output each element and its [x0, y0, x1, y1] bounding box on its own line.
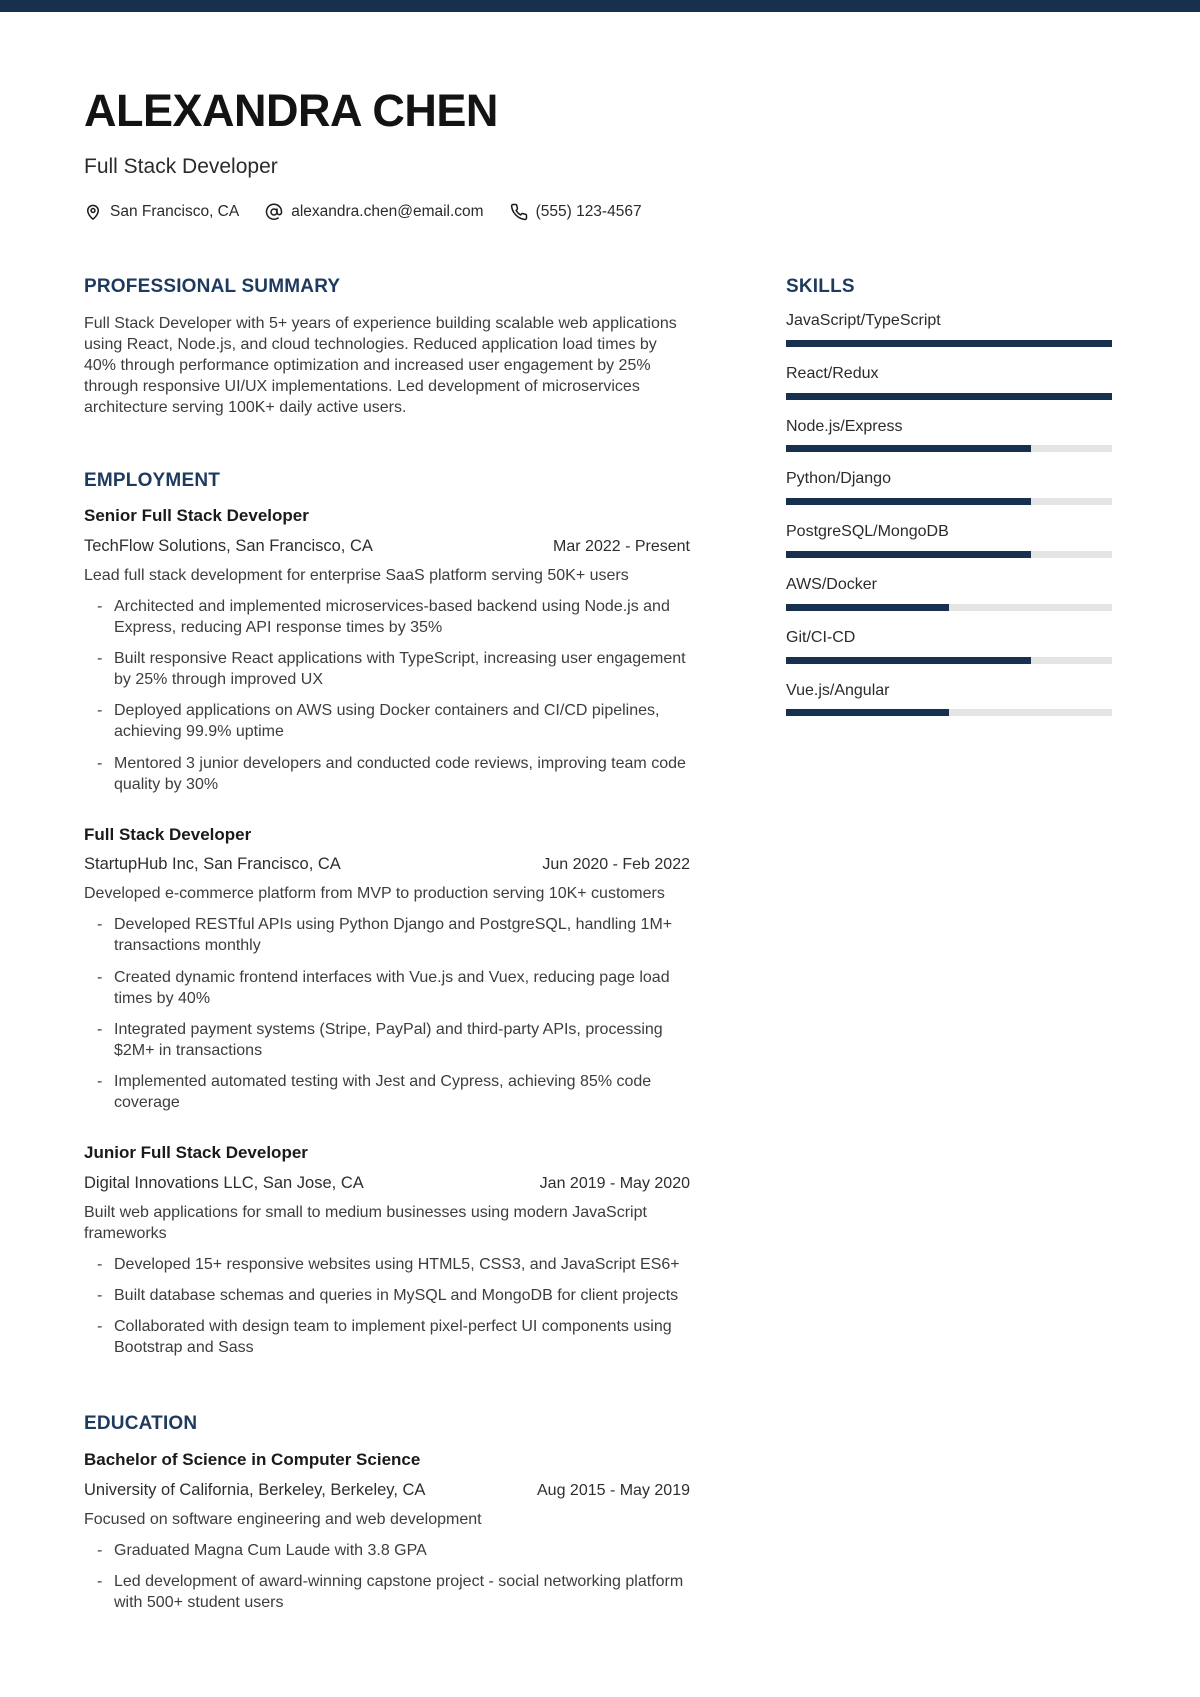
skill-bar-track — [786, 551, 1112, 558]
company-name: TechFlow Solutions, San Francisco, CA — [84, 536, 373, 555]
skill-item — [786, 522, 1112, 558]
skill-label: PostgreSQL/MongoDB — [786, 523, 949, 541]
contact-text: alexandra.chen@email.com — [291, 203, 484, 221]
skill-bar-track — [786, 498, 1112, 505]
job-bullet: - Built database schemas and queries in MySQL and MongoDB for client projects — [84, 1285, 690, 1306]
education-lead: Focused on software engineering and web development — [84, 1510, 482, 1528]
job-entry — [84, 506, 690, 794]
company-row — [84, 1173, 690, 1194]
skill-label: Node.js/Express — [786, 417, 903, 435]
contact-text: (555) 123-4567 — [535, 203, 642, 221]
skill-bar-track — [786, 445, 1112, 452]
person-job-title: Full Stack Developer — [84, 155, 278, 178]
job-bullet: - Architected and implemented microservices-based backend using Node.js and Express, reducing API response times by 35% — [84, 596, 690, 638]
skill-bar-track — [786, 393, 1112, 400]
job-entry — [84, 1143, 690, 1358]
top-accent-bar — [0, 0, 1200, 12]
job-bullet: - Implemented automated testing with Jest and Cypress, achieving 85% code coverage — [84, 1071, 690, 1113]
job-bullet: - Mentored 3 junior developers and conducted code reviews, improving team code quality by 30% — [84, 753, 690, 795]
job-lead: Lead full stack development for enterprise SaaS platform serving 50K+ users — [84, 566, 629, 584]
contact-item-1 — [265, 203, 483, 221]
job-bullet: - Deployed applications on AWS using Docker containers and CI/CD pipelines, achieving 99.9% uptime — [84, 700, 690, 742]
skill-bar-fill — [786, 604, 949, 611]
job-role-title: Full Stack Developer — [84, 824, 252, 844]
skill-label: JavaScript/TypeScript — [786, 311, 941, 329]
skill-bar-fill — [786, 393, 1112, 400]
job-lead: Built web applications for small to medium businesses using modern JavaScript frameworks — [84, 1203, 647, 1242]
skill-bar-track — [786, 604, 1112, 611]
company-row — [84, 854, 690, 875]
school-name: University of California, Berkeley, Berkeley, CA — [84, 1480, 426, 1499]
job-bullet: - Developed 15+ responsive websites using HTML5, CSS3, and JavaScript ES6+ — [84, 1254, 690, 1275]
job-bullet: - Created dynamic frontend interfaces with Vue.js and Vuex, reducing page load times by 40% — [84, 967, 690, 1009]
education-heading: EDUCATION — [84, 1413, 198, 1435]
resume-header — [84, 85, 1116, 221]
skill-label: Python/Django — [786, 470, 891, 488]
skill-item — [786, 364, 1112, 400]
skill-bar-fill — [786, 498, 1031, 505]
skill-item — [786, 311, 1112, 347]
skill-label: React/Redux — [786, 364, 879, 382]
skill-item — [786, 681, 1112, 717]
education-bullet-list — [84, 1540, 690, 1613]
person-name: ALEXANDRA CHEN — [84, 85, 498, 136]
location-pin-icon — [84, 203, 102, 221]
skill-bar-fill — [786, 709, 949, 716]
job-role-title: Senior Full Stack Developer — [84, 506, 309, 526]
two-column-layout — [84, 277, 1116, 1613]
education-section — [84, 1414, 690, 1613]
at-sign-icon — [265, 203, 283, 221]
job-bullet-list — [84, 1254, 690, 1358]
education-bullet: - Led development of award-winning capstone project - social networking platform with 500+ student users — [84, 1571, 690, 1613]
skill-bar-fill — [786, 657, 1031, 664]
summary-heading: PROFESSIONAL SUMMARY — [84, 276, 341, 298]
phone-icon — [510, 203, 528, 221]
degree-title: Bachelor of Science in Computer Science — [84, 1450, 421, 1470]
main-column — [84, 277, 690, 1613]
skill-item — [786, 575, 1112, 611]
skill-label: Git/CI-CD — [786, 628, 856, 646]
skill-item — [786, 469, 1112, 505]
job-bullet: - Collaborated with design team to implement pixel-perfect UI components using Bootstrap and Sass — [84, 1316, 690, 1358]
contact-row — [84, 203, 1116, 221]
company-name: Digital Innovations LLC, San Jose, CA — [84, 1173, 364, 1192]
job-dates: Jan 2019 - May 2020 — [539, 1174, 690, 1192]
job-dates: Mar 2022 - Present — [553, 537, 690, 555]
company-row — [84, 536, 690, 557]
job-list — [84, 506, 690, 1358]
job-bullet-list — [84, 596, 690, 795]
school-row — [84, 1480, 690, 1501]
skill-label: AWS/Docker — [786, 575, 877, 593]
job-lead: Developed e-commerce platform from MVP to production serving 10K+ customers — [84, 885, 665, 903]
skill-label: Vue.js/Angular — [786, 681, 890, 699]
job-bullet: - Integrated payment systems (Stripe, PayPal) and third-party APIs, processing $2M+ in transactions — [84, 1019, 690, 1061]
skill-bar-track — [786, 657, 1112, 664]
skills-heading: SKILLS — [786, 276, 855, 298]
employment-section — [84, 471, 690, 1359]
contact-item-0 — [84, 203, 239, 221]
skill-bar-track — [786, 340, 1112, 347]
job-entry — [84, 825, 690, 1113]
education-bullet: - Graduated Magna Cum Laude with 3.8 GPA — [84, 1540, 690, 1561]
company-name: StartupHub Inc, San Francisco, CA — [84, 855, 341, 874]
job-role-title: Junior Full Stack Developer — [84, 1143, 308, 1163]
skill-list — [786, 311, 1112, 716]
resume-page — [0, 85, 1200, 1613]
job-bullet-list — [84, 914, 690, 1113]
professional-summary-section — [84, 277, 690, 418]
skill-item — [786, 417, 1112, 453]
skill-item — [786, 628, 1112, 664]
job-dates: Jun 2020 - Feb 2022 — [542, 856, 690, 874]
education-dates: Aug 2015 - May 2019 — [537, 1481, 690, 1499]
skill-bar-fill — [786, 445, 1031, 452]
skill-bar-track — [786, 709, 1112, 716]
skills-column — [786, 277, 1112, 1613]
contact-item-2 — [510, 203, 642, 221]
contact-text: San Francisco, CA — [110, 203, 240, 221]
summary-text: Full Stack Developer with 5+ years of experience building scalable web applications using React, Node.js, and cloud technologies. Reduced application load times by 40% through performance optimization and increased user engagement by 25% through responsive UI/UX implementations. Led development of microservices architecture serving 100K+ daily active users. — [84, 314, 677, 417]
education-entry — [84, 1450, 690, 1613]
job-bullet: - Developed RESTful APIs using Python Django and PostgreSQL, handling 1M+ transactions monthly — [84, 914, 690, 956]
employment-heading: EMPLOYMENT — [84, 469, 221, 491]
job-bullet: - Built responsive React applications with TypeScript, increasing user engagement by 25% through improved UX — [84, 648, 690, 690]
skill-bar-fill — [786, 551, 1031, 558]
skill-bar-fill — [786, 340, 1112, 347]
